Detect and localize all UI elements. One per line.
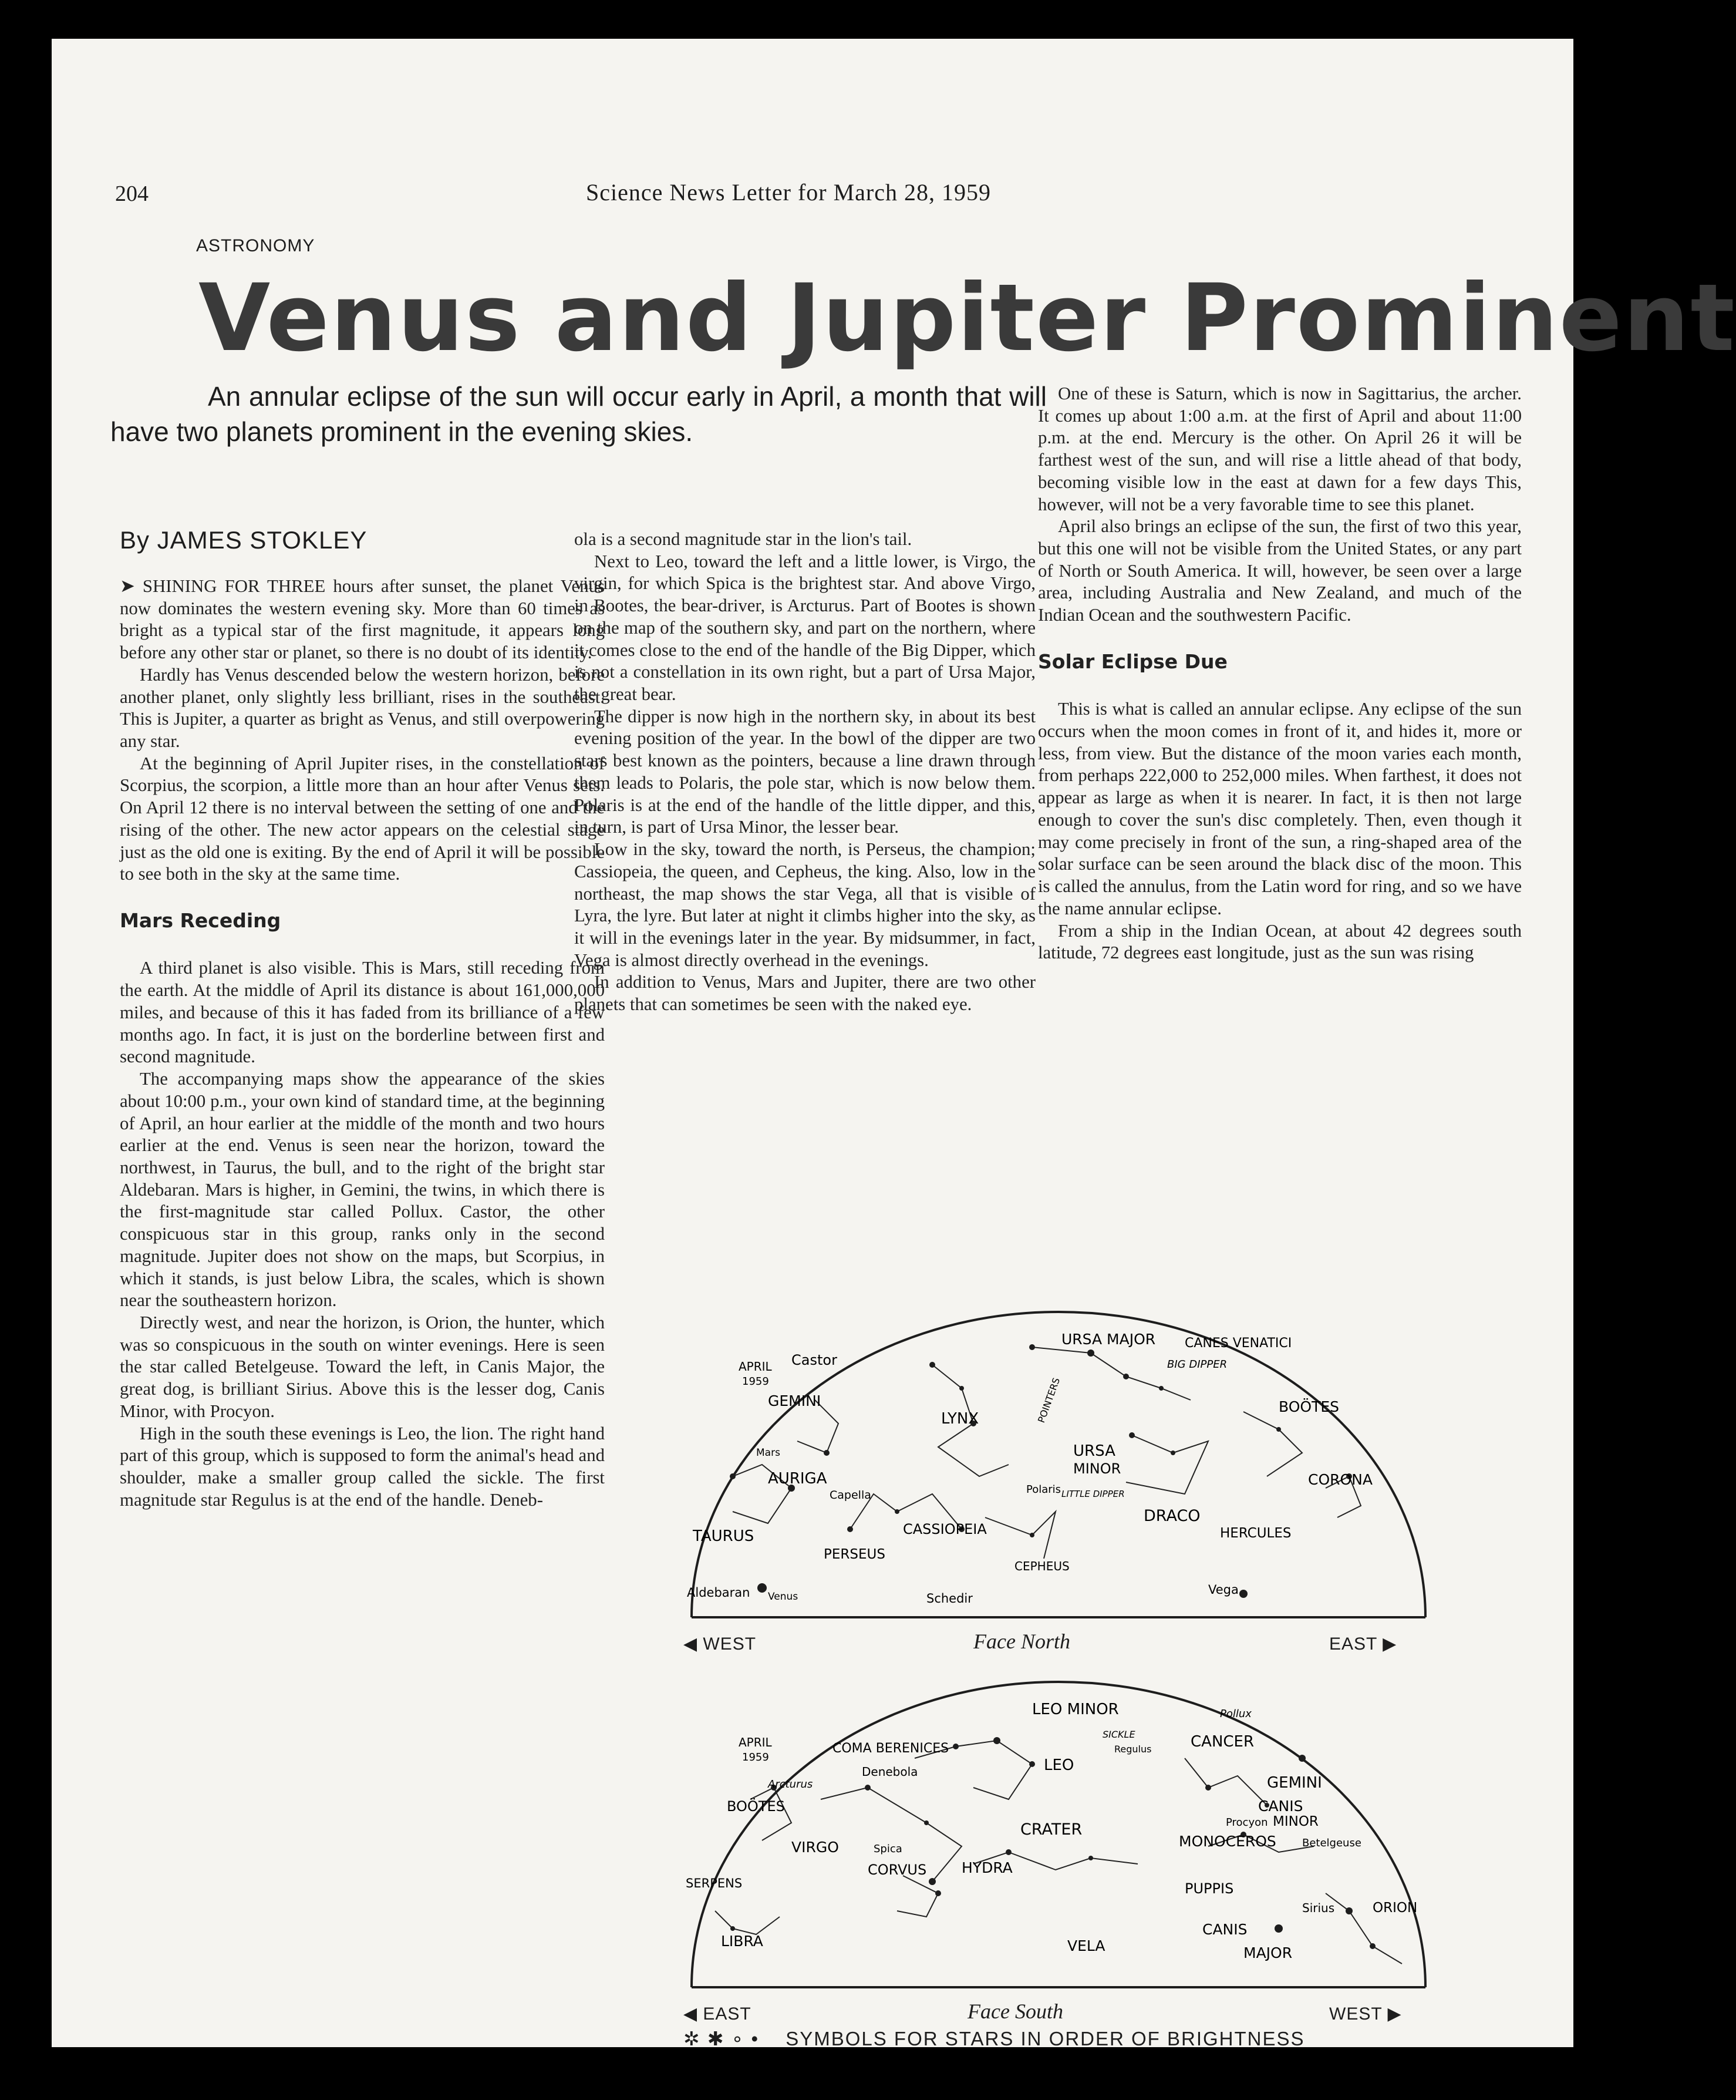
label-orion: ORION (1373, 1900, 1418, 1916)
paragraph: ➤ SHINING FOR THREE hours after sunset, the planet Venus now dominates the western evening sky. More than 60 times as bright as a typical star of the first magnitude, it appears long before any other star or planet, so there is no doubt of its identity. (120, 576, 605, 663)
paragraph: The dipper is now high in the northern sky, in about its best evening position of the year. In the bowl of the dipper are two stars best known as the pointers, because a line drawn through them leads to Polaris, the pole star, which is now below them. Polaris is at the end of the handle of the little dipper, and this, in turn, is part of Ursa Minor, the lesser bear. (574, 706, 1036, 837)
label-draco: DRACO (1144, 1507, 1201, 1525)
map-direction-west: ◀ WEST (683, 1634, 757, 1654)
label-canis-minor-bottom: MINOR (1273, 1814, 1319, 1829)
label-schedir: Schedir (926, 1591, 973, 1606)
label-serpens: SERPENS (686, 1876, 743, 1890)
label-sirius: Sirius (1302, 1901, 1335, 1915)
label-capella: Capella (830, 1489, 871, 1502)
label-polaris: Polaris (1026, 1483, 1061, 1496)
paragraph: Directly west, and near the horizon, is Orion, the hunter, which was so conspicuous in the south on winter evenings. Here is seen the star called Betelgeuse. Toward the left, in Canis Major, the great dog, is brilliant Sirius. Above this is the lesser dog, Canis Minor, with Procyon. (120, 1312, 605, 1421)
label-monoceros: MONOCEROS (1179, 1833, 1276, 1850)
label-cancer: CANCER (1191, 1733, 1255, 1751)
label-procyon: Procyon (1226, 1816, 1268, 1829)
label-ursa: URSA (1073, 1442, 1115, 1460)
label-corona: CORONA (1308, 1471, 1373, 1488)
column-3 (1038, 383, 1522, 964)
label-crater: CRATER (1020, 1820, 1083, 1839)
label-sickle: SICKLE (1103, 1729, 1135, 1740)
label-ursa-major: URSA MAJOR (1061, 1331, 1156, 1348)
paragraph: From a ship in the Indian Ocean, at about 42 degrees south latitude, 72 degrees east longitude, just as the sun was rising (1038, 920, 1522, 963)
label-gemini: GEMINI (768, 1392, 821, 1409)
paragraph: ola is a second magnitude star in the lion's tail. (574, 529, 912, 549)
subheading-solar-eclipse: Solar Eclipse Due (1038, 649, 1228, 673)
label-denebola: Denebola (862, 1765, 918, 1779)
paragraph: April also brings an eclipse of the sun, the first of two this year, but this one will not be visible from the United States, or any part of North or South America. It will, however, be seen over a large area, including Australia and New Zealand, and much of the Indian Ocean and the southwestern Pacific. (1038, 516, 1522, 625)
label-spica: Spica (874, 1843, 902, 1855)
label-leo-minor: LEO MINOR (1032, 1701, 1119, 1718)
label-canis-minor-top: CANIS (1258, 1798, 1303, 1815)
label-aldebaran: Aldebaran (687, 1586, 750, 1600)
subheading-mars: Mars Receding (120, 909, 281, 933)
legend-text: SYMBOLS FOR STARS IN ORDER OF BRIGHTNESS (786, 2028, 1305, 2049)
section-kicker: ASTRONOMY (196, 236, 315, 255)
label-cassiopeia: CASSIOPEIA (903, 1521, 987, 1537)
label-venus: Venus (768, 1591, 798, 1603)
label-virgo: VIRGO (791, 1839, 839, 1856)
label-regulus: Regulus (1114, 1744, 1152, 1755)
south-star-map (680, 1670, 1437, 1999)
label-bootes: BOÖTES (727, 1798, 785, 1815)
paragraph: One of these is Saturn, which is now in Sagittarius, the archer. It comes up about 1:00 a.m. at the first of April and about 11:00 p.m. at the end. Mercury is the other. On April 26 it will be farthest west of the sun, and will rise a little ahead of that body, becoming visible low in the east at dawn for a few days This, however, will not be a very favorable time to see this planet. (1038, 383, 1522, 514)
column-1 (120, 576, 605, 1511)
column-2 (574, 529, 1036, 1016)
label-betelgeuse: Betelgeuse (1302, 1837, 1361, 1849)
label-big-dipper: BIG DIPPER (1167, 1358, 1228, 1371)
article-deck: An annular eclipse of the sun will occur early in April, a month that will have two planets prominent in the evening skies. (110, 381, 1047, 447)
north-star-map (680, 1300, 1437, 1629)
label-hercules: HERCULES (1220, 1526, 1292, 1541)
label-lynx: LYNX (941, 1410, 979, 1428)
label-perseus: PERSEUS (824, 1547, 885, 1562)
map-date: APRIL (739, 1359, 772, 1374)
paragraph: In addition to Venus, Mars and Jupiter, there are two other planets that can sometimes be seen with the naked eye. (574, 972, 1036, 1015)
label-puppis: PUPPIS (1185, 1880, 1234, 1897)
label-pollux: Pollux (1220, 1708, 1252, 1720)
paragraph: Hardly has Venus descended below the western horizon, before another planet, only slightly less brilliant, rises in the southeast. This is Jupiter, a quarter as bright as Venus, and still overpowering any star. (120, 664, 605, 752)
page-number: 204 (115, 181, 149, 206)
paragraph: The accompanying maps show the appearance of the skies about 10:00 p.m., your own kind of standard time, at the beginning of April, an hour earlier at the middle of the month and two hours earlier at the end. Venus is seen near the horizon, toward the northwest, in Taurus, the bull, and to the right of the bright star Aldebaran. Mars is higher, in Gemini, the twins, in which there is the first-magnitude star called Pollux. Castor, the other conspicuous star in this group, ranks only in the second magnitude. Jupiter does not show on the maps, but Scorpius, in which it stands, is just below Libra, the scales, which is shown near the southeastern horizon. (120, 1069, 605, 1311)
masthead: Science News Letter for March 28, 1959 (586, 179, 991, 206)
map-date: APRIL (739, 1735, 772, 1749)
star-brightness-legend (683, 2027, 1305, 2050)
label-vela: VELA (1067, 1937, 1105, 1954)
paragraph: Low in the sky, toward the north, is Perseus, the champion; Cassiopeia, the queen, and Cepheus, the king. Also, low in the northeast, the map shows the star Vega, all that is visible of Lyra, the lyre. But later at night it climbs higher into the sky, as it will in the evenings later in the year. By midsummer, in fact, Vega is almost directly overhead in the evenings. (574, 839, 1036, 970)
label-canes-venatici: CANES VENATICI (1185, 1336, 1292, 1351)
label-hydra: HYDRA (962, 1859, 1013, 1876)
map-date-year: 1959 (742, 1751, 769, 1764)
paragraph: Next to Leo, toward the left and a little lower, is Virgo, the virgin, for which Spica is the brightest star. And above Virgo, in Bootes, the bear-driver, is Arcturus. Part of Bootes is shown on the map of the southern sky, and part on the northern, where it comes close to the end of the handle of the Big Dipper, which is not a constellation in its own right, but a part of Ursa Major, the great bear. (574, 551, 1036, 705)
map-direction-east: ◀ EAST (683, 2004, 751, 2024)
label-gemini: GEMINI (1267, 1774, 1322, 1792)
legend-star-symbols: ✲ ✱ ∘ • (683, 2028, 760, 2049)
label-mars: Mars (756, 1447, 780, 1459)
label-corvus: CORVUS (868, 1862, 927, 1878)
label-little-dipper: LITTLE DIPPER (1061, 1489, 1125, 1499)
label-bootes: BOÖTES (1279, 1398, 1340, 1415)
paragraph: This is what is called an annular eclipse. Any eclipse of the sun occurs when the moon comes in front of it, and hides it, more or less, from view. But the distance of the moon varies each month, from perhaps 222,000 to 252,000 miles. When farthest, it does not appear as large as when it is nearer. In fact, it is then not large enough to cover the sun's disc completely. Then, even though it may come precisely in front of the sun, a ring-shaped area of the solar surface can be seen around the black disc of the moon. This is called the annulus, from the Latin word for ring, and so we have the name annular eclipse. (1038, 699, 1522, 918)
label-canis-major-bottom: MAJOR (1243, 1944, 1293, 1961)
map-face-south: Face South (968, 2000, 1063, 2023)
label-cepheus: CEPHEUS (1014, 1559, 1070, 1573)
byline: By JAMES STOKLEY (120, 526, 368, 554)
map-face-north: Face North (973, 1630, 1070, 1653)
map-date-year: 1959 (742, 1375, 769, 1388)
label-arcturus: Arcturus (768, 1778, 813, 1791)
label-pointers: POINTERS (1035, 1376, 1063, 1425)
label-auriga: AURIGA (768, 1470, 827, 1488)
label-libra: LIBRA (721, 1933, 763, 1950)
label-castor: Castor (791, 1352, 837, 1368)
magazine-page (52, 39, 1736, 2049)
label-leo: LEO (1044, 1756, 1074, 1774)
label-vega: Vega (1208, 1583, 1239, 1597)
map-direction-east: EAST ▶ (1329, 1634, 1397, 1654)
paragraph: High in the south these evenings is Leo, the lion. The right hand part of this group, which is supposed to form the animal's head and shoulder, make a smaller group called the sickle. The first magnitude star Regulus is at the end of the handle. Deneb- (120, 1423, 605, 1510)
map-direction-west: WEST ▶ (1329, 2004, 1402, 2024)
label-coma-berenices: COMA BERENICES (832, 1741, 949, 1756)
article-title: Venus and Jupiter Prominent (198, 264, 1736, 372)
label-minor: MINOR (1073, 1460, 1121, 1477)
label-canis-major-top: CANIS (1202, 1921, 1248, 1938)
label-taurus: TAURUS (693, 1527, 754, 1545)
paragraph: A third planet is also visible. This is Mars, still receding from the earth. At the middle of April its distance is about 161,000,000 miles, and because of this it has faded from its brilliance of a few months ago. In fact, it is just on the borderline between first and second magnitude. (120, 958, 605, 1067)
paragraph: At the beginning of April Jupiter rises, in the constellation of Scorpius, the scorpion, a little more than an hour after Venus sets. On April 12 there is no interval between the setting of one and the rising of the other. The new actor appears on the celestial stage just as the old one is exiting. By the end of April it will be possible to see both in the sky at the same time. (120, 753, 605, 884)
